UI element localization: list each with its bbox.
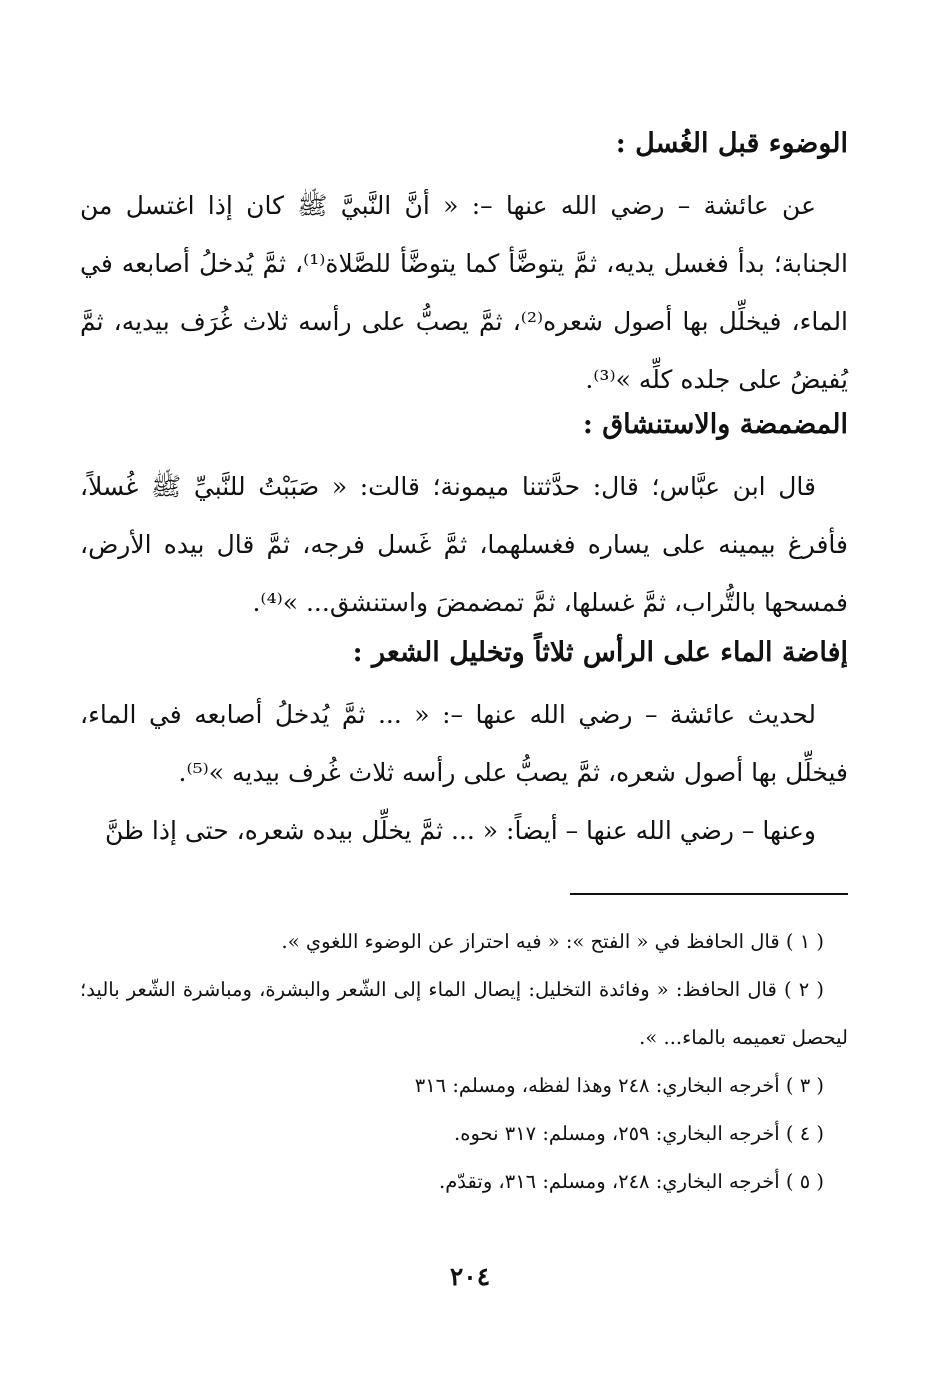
page-number: ٢٠٤ [449,1262,491,1291]
paragraph: لحديث عائشة – رضي الله عنها –: « ... ثمَّ يُدخلُ أصابعه في الماء، فيخلِّل بها أصول شعره، ثمَّ يصبُّ على رأسه ثلاث غُرف بيديه »⁽⁵⁾. [80,700,848,787]
paragraph: عن عائشة – رضي الله عنها –: « أنَّ النَّبيَّ ﷺ كان إذا اغتسل من الجنابة؛ بدأ فغسل يديه، ثمَّ يتوضَّأ كما يتوضَّأ للصَّلاة⁽¹⁾، ثمَّ يُدخلُ أصابعه في الماء، فيخلِّل بها أصول شعره⁽²⁾، ثمَّ يصبُّ على رأسه ثلاث غُرَف بيديه، ثمَّ يُفيضُ على جلده كلِّه »⁽³⁾. [80,191,849,394]
section-body-ifadat-al-maa [80,686,848,860]
footnote-5: ( ٥ ) أخرجه البخاري: ٢٤٨، ومسلم: ٣١٦، وتقدّم. [439,1170,824,1193]
footnote-divider [570,893,848,895]
section-body-wudu-before-ghusl [80,177,848,409]
section-heading-ifadat-al-maa: إفاضة الماء على الرأس ثلاثاً وتخليل الشعر : [352,637,848,668]
footnote-2: ( ٢ ) قال الحافظ: « وفائدة التخليل: إيصال الماء إلى الشّعر والبشرة، ومباشرة الشّعر باليد؛ ليحصل تعميمه بالماء... ». [80,978,848,1049]
section-body-madmada-istinshaq [80,458,848,632]
paragraph: قال ابن عبَّاس؛ قال: حدَّثتنا ميمونة؛ قالت: « صَبَبْتُ للنَّبيِّ ﷺ غُسلاً، فأفرغ بيمينه على يساره فغسلهما، ثمَّ غَسل فرجه، ثمَّ قال بيده الأرض، فمسحها بالتُّراب، ثمَّ غسلها، ثمَّ تمضمضَ واستنشق... »⁽⁴⁾. [80,472,848,617]
section-heading-madmada-istinshaq: المضمضة والاستنشاق : [582,409,848,440]
section-heading-wudu-before-ghusl: الوضوء قبل الغُسل : [615,128,848,159]
footnote-3: ( ٣ ) أخرجه البخاري: ٢٤٨ وهذا لفظه، ومسلم: ٣١٦ [414,1074,824,1097]
footnotes-list [80,918,848,1206]
footnote-1: ( ١ ) قال الحافظ في « الفتح »: « فيه احتراز عن الوضوء اللغوي ». [281,930,824,953]
footnote-4: ( ٤ ) أخرجه البخاري: ٢٥٩، ومسلم: ٣١٧ نحوه. [454,1122,824,1145]
paragraph: وعنها – رضي الله عنها – أيضاً: « ... ثمَّ يخلِّل بيده شعره، حتى إذا ظنَّ [105,816,816,845]
